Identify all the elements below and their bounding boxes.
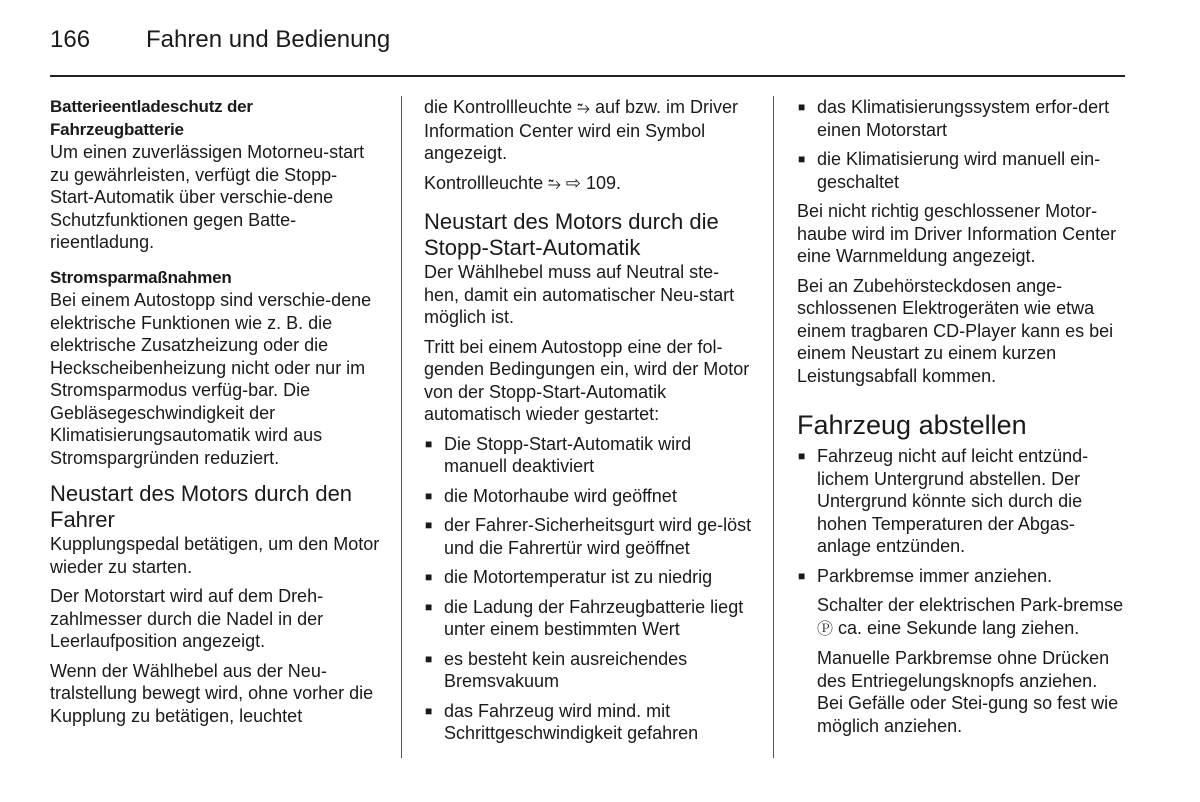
autostop-indicator-icon: ⥲ — [548, 173, 561, 193]
chapter-title: Fahren und Bedienung — [146, 26, 391, 53]
page-reference: ⇨ 109. — [565, 172, 622, 193]
column-separator-2 — [773, 96, 774, 758]
list-item: ■ es besteht kein ausreichendes Bremsvakuum — [424, 648, 754, 693]
paragraph-control-light: die Kontrollleuchte ⥲ auf bzw. im Driver Information Center wird ein Symbol angezeigt. — [424, 97, 738, 163]
subheading-battery-protection: Batterieentladeschutz der Fahrzeugbatterie — [50, 97, 253, 139]
list-item: ■ der Fahrer-Sicherheitsgurt wird ge-löst und die Fahrertür wird geöffnet — [424, 514, 754, 559]
paragraph-bonnet-warning: Bei nicht richtig geschlossener Motor-haube wird im Driver Information Center eine Warnmeldung angezeigt. — [797, 201, 1117, 266]
list-item: ■ das Klimatisierungssystem erfor-dert einen Motorstart — [797, 96, 1127, 141]
paragraph-conditions-intro: Tritt bei einem Autostopp eine der fol-genden Bedingungen ein, wird der Motor von der Stopp-Start-Automatik automatisch wieder gestartet: — [424, 336, 750, 424]
heading-parking-vehicle: Fahrzeug abstellen — [797, 410, 1027, 440]
paragraph-gear-lever: Wenn der Wählhebel aus der Neu-tralstellung bewegt wird, ohne vorher die Kupplung zu betätigen, leuchtet — [50, 660, 374, 726]
list-item: ■ Parkbremse immer anziehen. — [797, 565, 1127, 588]
column-3 — [797, 96, 1127, 744]
paragraph-neutral: Der Wählhebel muss auf Neutral ste-hen, damit ein automatischer Neu-start möglich ist. — [424, 262, 735, 327]
list-item: ■ die Ladung der Fahrzeugbatterie liegt unter einem bestimmten Wert — [424, 596, 754, 641]
column-2 — [424, 96, 754, 752]
list-item: ■ das Fahrzeug wird mind. mit Schrittgeschwindigkeit gefahren — [424, 700, 754, 745]
paragraph-manual-parking-brake: Manuelle Parkbremse ohne Drücken des Entriegelungsknopfs anziehen. Bei Gefälle oder Stei-gung so fest wie möglich anziehen. — [817, 648, 1119, 736]
page-number: 166 — [50, 26, 91, 53]
list-item: ■ Fahrzeug nicht auf leicht entzünd-lichem Untergrund abstellen. Der Untergrund könnte sich durch die hohen Temperaturen der Abgas-anlage entzünden. — [797, 445, 1127, 558]
paragraph-battery-protection: Um einen zuverlässigen Motorneu-start zu gewährleisten, verfügt die Stopp-Start-Automatik über verschie-dene Schutzfunktionen gegen Batte-rieentladung. — [50, 142, 365, 252]
list-item: ■ die Motortemperatur ist zu niedrig — [424, 566, 754, 589]
paragraph-tachometer: Der Motorstart wird auf dem Dreh-zahlmesser durch die Nadel in der Leerlaufposition angezeigt. — [50, 586, 324, 651]
paragraph-power-saving: Bei einem Autostopp sind verschie-dene elektrische Funktionen wie z. B. die elektrische Zusatzheizung oder die Heckscheibenheizung nicht oder nur im Stromsparmodus verfüg-bar. Die Gebläsegeschwindigkeit der Klimatisierungsautomatik wird aus Stromspargründen reduziert. — [50, 290, 372, 468]
column-separator-1 — [401, 96, 402, 758]
paragraph-control-light-reference: Kontrollleuchte ⥲ ⇨ 109. — [424, 172, 622, 193]
list-item: ■ Die Stopp-Start-Automatik wird manuell deaktiviert — [424, 433, 754, 478]
column-1 — [50, 96, 380, 734]
parking-brake-icon: Ⓟ — [817, 618, 834, 638]
header-rule — [50, 75, 1125, 77]
autostop-indicator-icon: ⥲ — [577, 98, 590, 117]
heading-restart-by-driver: Neustart des Motors durch den Fahrer — [50, 481, 353, 532]
paragraph-clutch: Kupplungspedal betätigen, um den Motor wieder zu starten. — [50, 534, 380, 577]
list-item: ■ die Motorhaube wird geöffnet — [424, 485, 754, 508]
heading-restart-by-autostop: Neustart des Motors durch die Stopp-Start-Automatik — [424, 209, 719, 260]
paragraph-power-drop: Bei an Zubehörsteckdosen ange-schlossenen Elektrogeräten wie etwa einem tragbaren CD-Player kann es bei einem Neustart zu einem kurzen Leistungsabfall kommen. — [797, 275, 1114, 386]
paragraph-electric-parking-brake: Schalter der elektrischen Park-bremse Ⓟ ca. eine Sekunde lang ziehen. — [817, 595, 1124, 638]
page-header — [50, 24, 390, 56]
subheading-power-saving: Stromsparmaßnahmen — [50, 267, 232, 287]
list-item: ■ die Klimatisierung wird manuell ein-geschaltet — [797, 148, 1127, 193]
